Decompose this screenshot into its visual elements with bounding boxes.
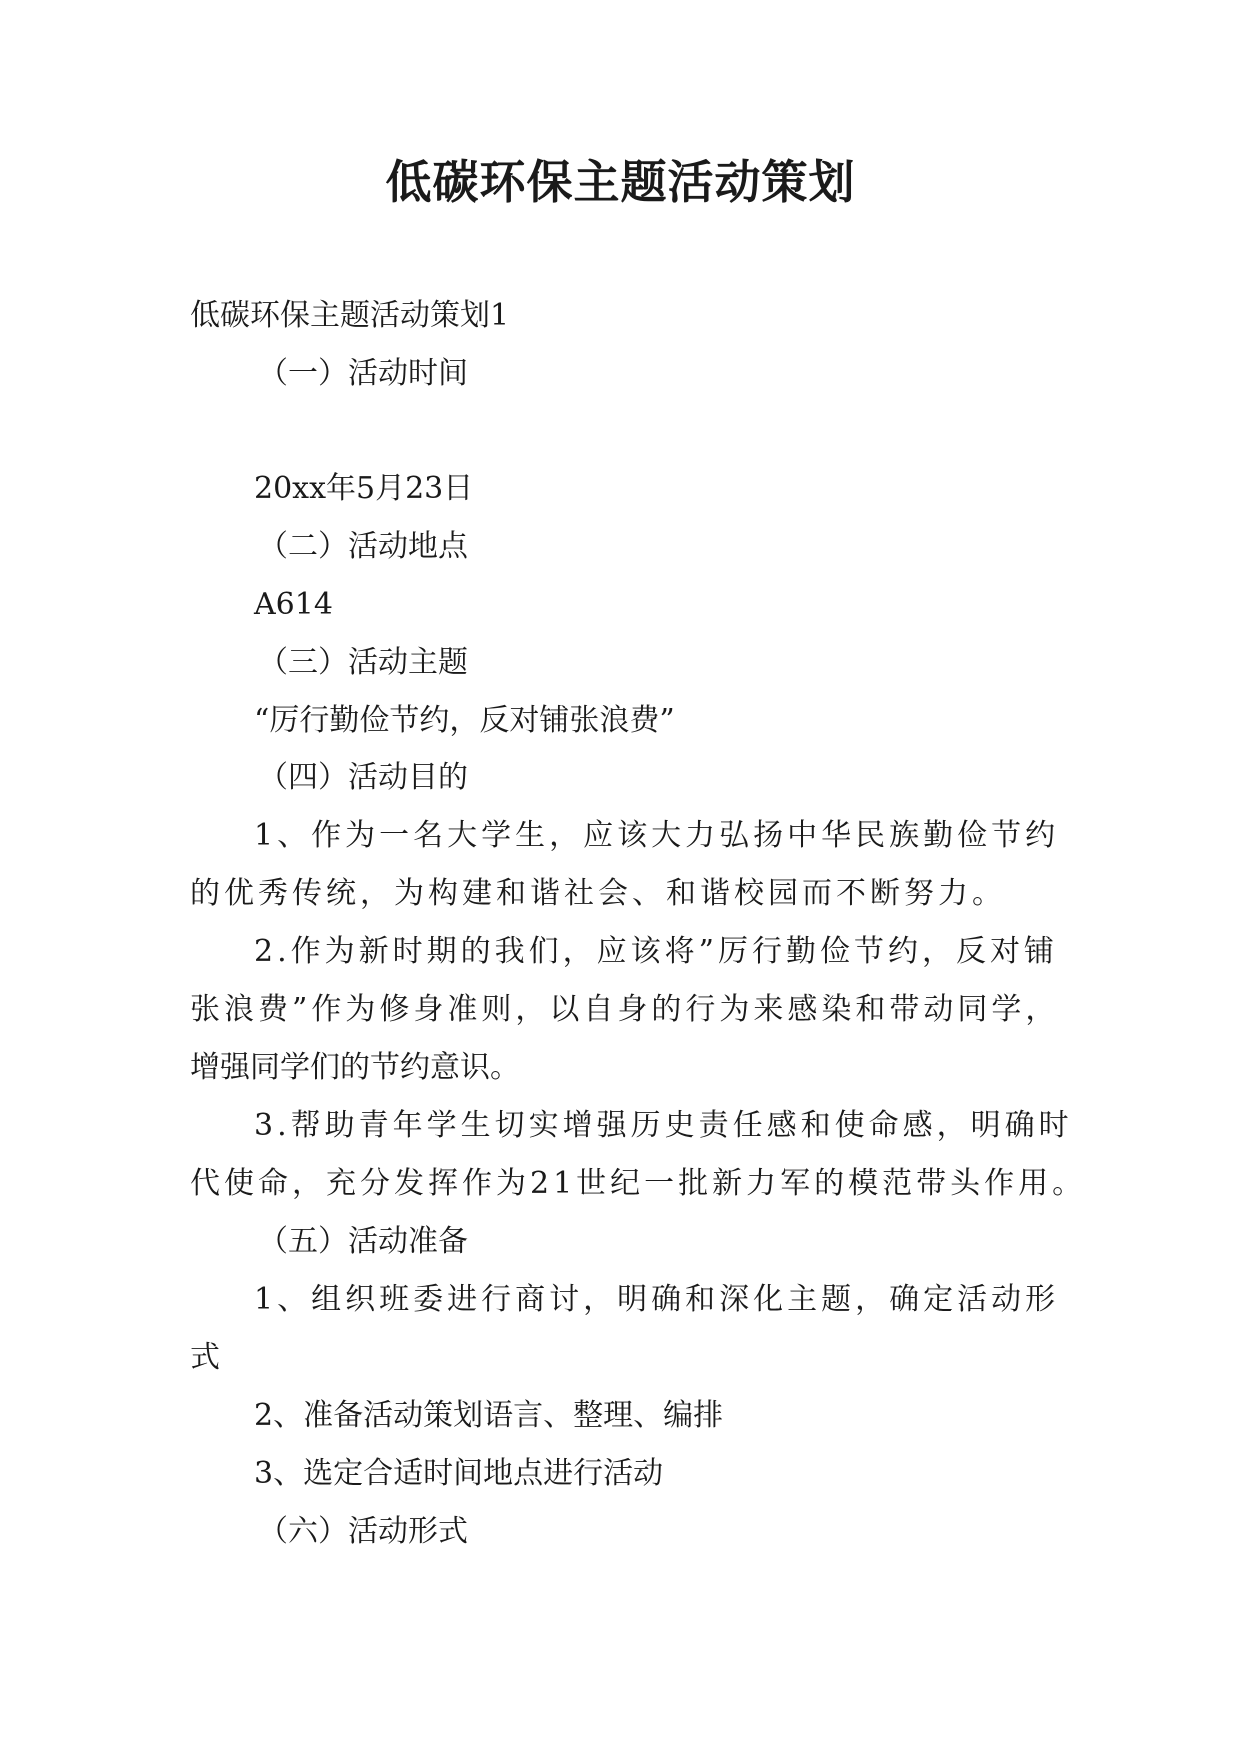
preparation-1-line-1: 1、组织班委进行商讨，明确和深化主题，确定活动形 (254, 1282, 1060, 1317)
section-heading-preparation: （五）活动准备 (258, 1224, 468, 1259)
section-heading-purpose: （四）活动目的 (258, 760, 468, 795)
section-heading-theme: （三）活动主题 (258, 645, 468, 680)
document-subtitle: 低碳环保主题活动策划1 (190, 298, 510, 333)
purpose-2-line-3: 增强同学们的节约意识。 (190, 1050, 520, 1085)
preparation-3: 3、选定合适时间地点进行活动 (254, 1456, 664, 1491)
section-heading-time: （一）活动时间 (258, 356, 468, 391)
document-title: 低碳环保主题活动策划 (385, 155, 856, 209)
preparation-1-line-2: 式 (190, 1340, 220, 1375)
purpose-3-line-2: 代使命，充分发挥作为21世纪一批新力军的模范带头作用。 (190, 1166, 1087, 1201)
section-heading-location: （二）活动地点 (258, 529, 468, 564)
purpose-2-line-1: 2.作为新时期的我们，应该将”厉行勤俭节约，反对铺 (254, 934, 1058, 969)
purpose-2-line-2: 张浪费”作为修身准则，以自身的行为来感染和带动同学， (190, 992, 1060, 1027)
activity-theme: “厉行勤俭节约，反对铺张浪费” (254, 703, 675, 738)
purpose-1-line-2: 的优秀传统，为构建和谐社会、和谐校园而不断努力。 (190, 876, 1006, 911)
activity-location: A614 (254, 587, 333, 622)
purpose-1-line-1: 1、作为一名大学生，应该大力弘扬中华民族勤俭节约 (254, 818, 1060, 853)
purpose-3-line-1: 3.帮助青年学生切实增强历史责任感和使命感，明确时 (254, 1108, 1073, 1143)
preparation-2: 2、准备活动策划语言、整理、编排 (254, 1398, 724, 1433)
section-heading-format: （六）活动形式 (258, 1514, 468, 1549)
activity-date: 20xx年5月23日 (254, 471, 474, 506)
